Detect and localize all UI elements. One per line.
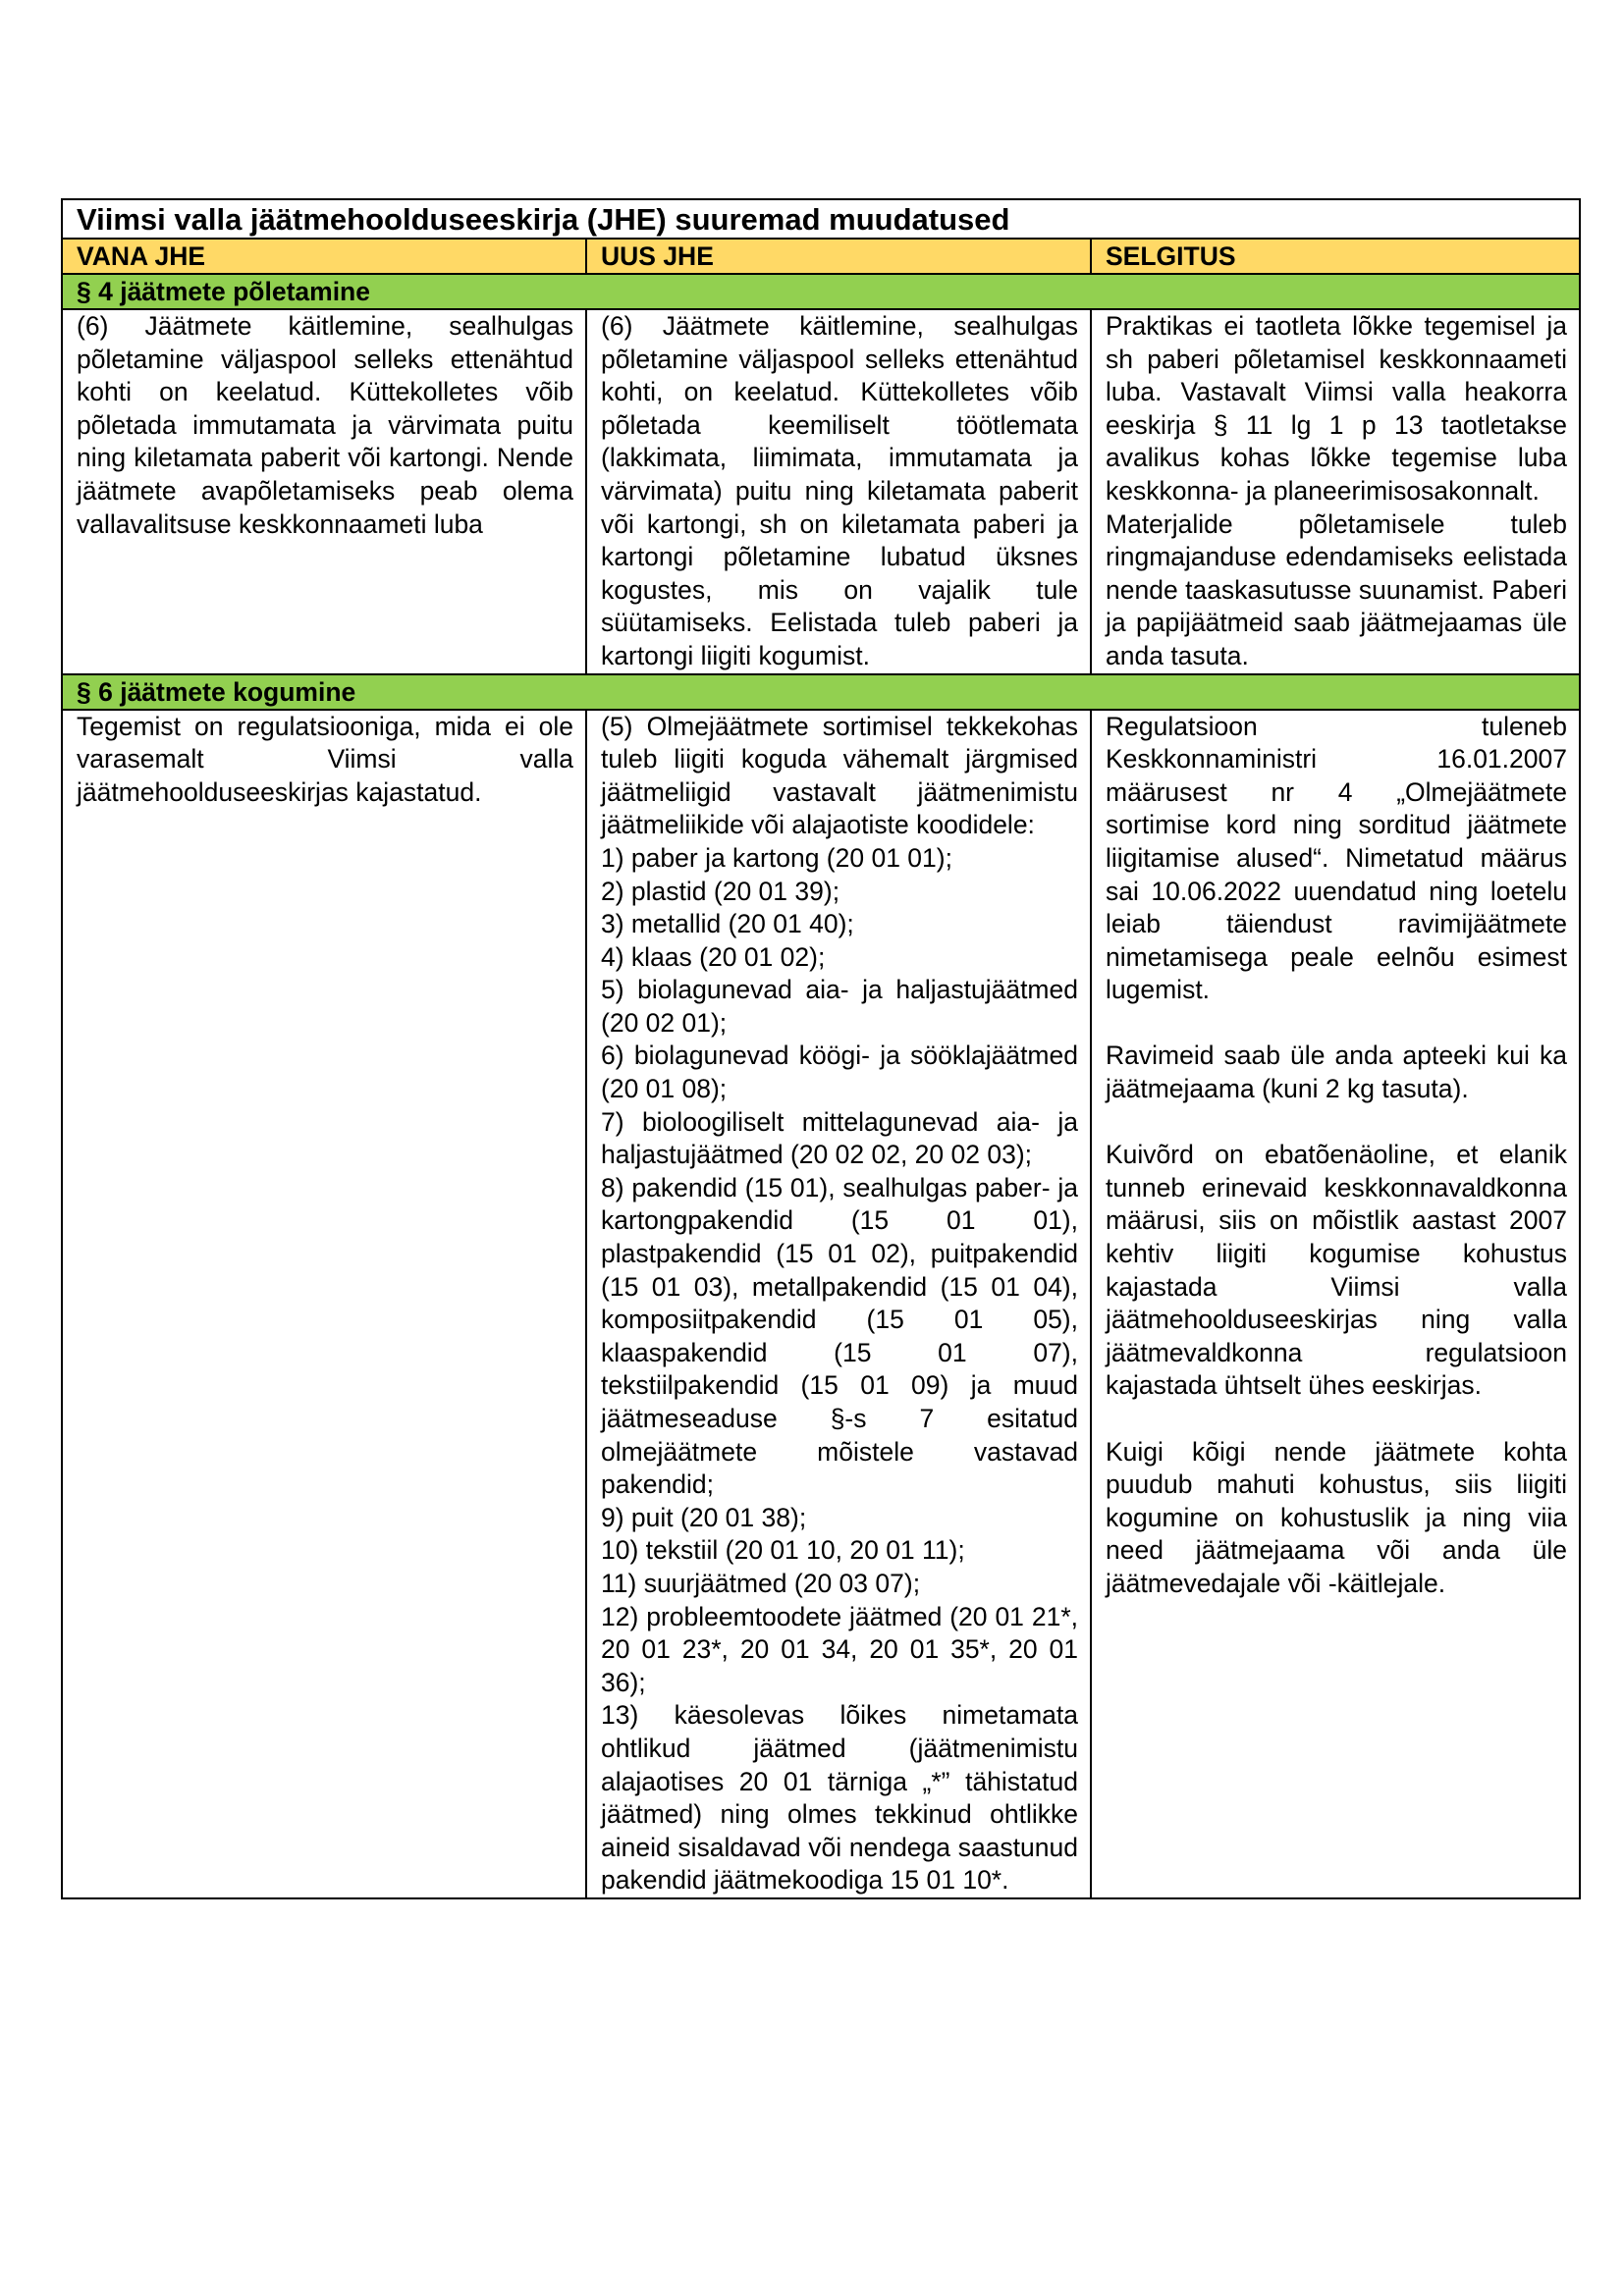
section-heading-row — [62, 674, 1580, 710]
list-item: 10) tekstiil (20 01 10, 20 01 11); — [601, 1535, 965, 1566]
explanation-cell — [1091, 309, 1580, 674]
waste-type-list — [601, 842, 1078, 1897]
explanation-paragraph: Regulatsioon tuleneb Keskkonnaministri 16.01.2007 määrusest nr 4 „Olmejäätmete sortimise kord ning sorditud jäätmete liigitamise alused“. Nimetatud määrus sai 10.06.2022 uuendatud ning loetelu leiab täiendust ravimijäätmete nimetamisega peale eelnõu esimest lugemist. — [1106, 711, 1567, 1005]
column-header-explanation: SELGITUS — [1091, 239, 1580, 274]
list-item: 6) biolagunevad köögi- ja sööklajäätmed (20 01 08); — [601, 1041, 1078, 1104]
list-item: 11) suurjäätmed (20 03 07); — [601, 1568, 921, 1598]
old-text-cell — [62, 309, 586, 674]
explanation-cell — [1091, 710, 1580, 1898]
column-header-new: UUS JHE — [586, 239, 1091, 274]
old-text-cell — [62, 710, 586, 1898]
explanation-paragraph: Kuigi kõigi nende jäätmete kohta puudub mahuti kohustus, siis liigiti kogumine on kohustuslik ja ning viia need jäätmejaama või anda üle jäätmevedajale või -käitlejale. — [1106, 1436, 1567, 1598]
explanation-paragraph: Kuivõrd on ebatõenäoline, et elanik tunneb erinevaid keskkonnavaldkonna määrusi, siis on mõistlik aastast 2007 kehtiv liigiti kogumise kohustus kajastada Viimsi valla jäätmehoolduseeskirjas ning valla jäätmevaldkonna regulatsioon kajastada ühtselt ühes eeskirjas. — [1106, 1140, 1567, 1401]
list-item: 4) klaas (20 01 02); — [601, 941, 826, 972]
paragraph-spacer — [1106, 1007, 1567, 1041]
list-item: 9) puit (20 01 38); — [601, 1502, 807, 1532]
column-header-row — [62, 239, 1580, 274]
explanation-paragraph: Materjalide põletamisele tuleb ringmajanduse edendamiseks eelistada nende taaskasutusse suunamist. Paberi ja papijäätmeid saab jäätmejaamas üle anda tasuta. — [1106, 508, 1567, 670]
list-item: 7) bioloogiliselt mittelagunevad aia- ja haljastujäätmed (20 02 02, 20 02 03); — [601, 1106, 1078, 1170]
section-content-row — [62, 710, 1580, 1898]
list-item: 5) biolagunevad aia- ja haljastujäätmed (20 02 01); — [601, 975, 1078, 1038]
column-header-old: VANA JHE — [62, 239, 586, 274]
old-paragraph: (6) Jäätmete käitlemine, sealhulgas põletamine väljaspool selleks ettenähtud kohti on keelatud. Küttekolletes võib põletada immutamata ja värvimata puitu ning kiletamata paberit või kartongi. Nende jäätmete avapõletamiseks peab olema vallavalitsuse keskkonnaameti luba — [77, 311, 573, 539]
new-text-cell — [586, 309, 1091, 674]
section-content-row — [62, 309, 1580, 674]
paragraph-spacer — [1106, 1403, 1567, 1436]
section-heading: § 6 jäätmete kogumine — [62, 674, 1580, 710]
new-text-cell — [586, 710, 1091, 1898]
changes-table — [61, 198, 1581, 1899]
explanation-paragraph: Praktikas ei taotleta lõkke tegemisel ja sh paberi põletamisel keskkonnaameti luba. Vastavalt Viimsi valla heakorra eeskirja § 11 lg 1 p 13 taotletakse avalikus kohas lõkke tegemise luba keskkonna- ja planeerimisosakonnalt. — [1106, 311, 1567, 506]
section-heading: § 4 jäätmete põletamine — [62, 274, 1580, 309]
new-paragraph: (6) Jäätmete käitlemine, sealhulgas põletamine väljaspool selleks ettenähtud kohti, on keelatud. Küttekolletes võib põletada keemiliselt töötlemata (lakkimata, liimimata, immutamata ja värvimata) puitu ning kiletamata paberit või kartongi, sh on kiletamata paberi ja kartongi põletamine lubatud üksnes kogustes, mis on vajalik tule süütamiseks. Eelistada tuleb paberi ja kartongi liigiti kogumist. — [601, 311, 1078, 670]
list-item: 8) pakendid (15 01), sealhulgas paber- ja kartongpakendid (15 01 01), plastpakendid (15 01 02), puitpakendid (15 01 03), metallpakendid (15 01 04), komposiitpakendid (15 01 05), klaaspakendid (15 01 07), tekstiilpakendid (15 01 09) ja muud jäätmeseaduse §-s 7 esitatud olmejäätmete mõistele vastavad pakendid; — [601, 1172, 1078, 1500]
table-title: Viimsi valla jäätmehoolduseeskirja (JHE) suuremad muudatused — [62, 199, 1580, 239]
paragraph-spacer — [1106, 1106, 1567, 1140]
list-item: 2) plastid (20 01 39); — [601, 876, 840, 906]
old-paragraph: Tegemist on regulatsiooniga, mida ei ole varasemalt Viimsi valla jäätmehoolduseeskirjas kajastatud. — [77, 711, 573, 807]
list-item: 1) paber ja kartong (20 01 01); — [601, 842, 952, 873]
list-item: 13) käesolevas lõikes nimetamata ohtlikud jäätmed (jäätmenimistu alajaotises 20 01 tärniga „*” tähistatud jäätmed) ning olmes tekkinud ohtlikke aineid sisaldavad või nendega saastunud pakendid jäätmekoodiga 15 01 10*. — [601, 1700, 1078, 1896]
explanation-paragraph: Ravimeid saab üle anda apteeki kui ka jäätmejaama (kuni 2 kg tasuta). — [1106, 1041, 1567, 1104]
table-title-row — [62, 199, 1580, 239]
list-item: 12) probleemtoodete jäätmed (20 01 21*, 20 01 23*, 20 01 34, 20 01 35*, 20 01 36); — [601, 1601, 1078, 1697]
new-intro-paragraph: (5) Olmejäätmete sortimisel tekkekohas tuleb liigiti koguda vähemalt järgmised jäätmeliigid vastavalt jäätmenimistu jäätmeliikide või alajaotiste koodidele: — [601, 711, 1078, 840]
list-item: 3) metallid (20 01 40); — [601, 909, 854, 939]
section-heading-row — [62, 274, 1580, 309]
